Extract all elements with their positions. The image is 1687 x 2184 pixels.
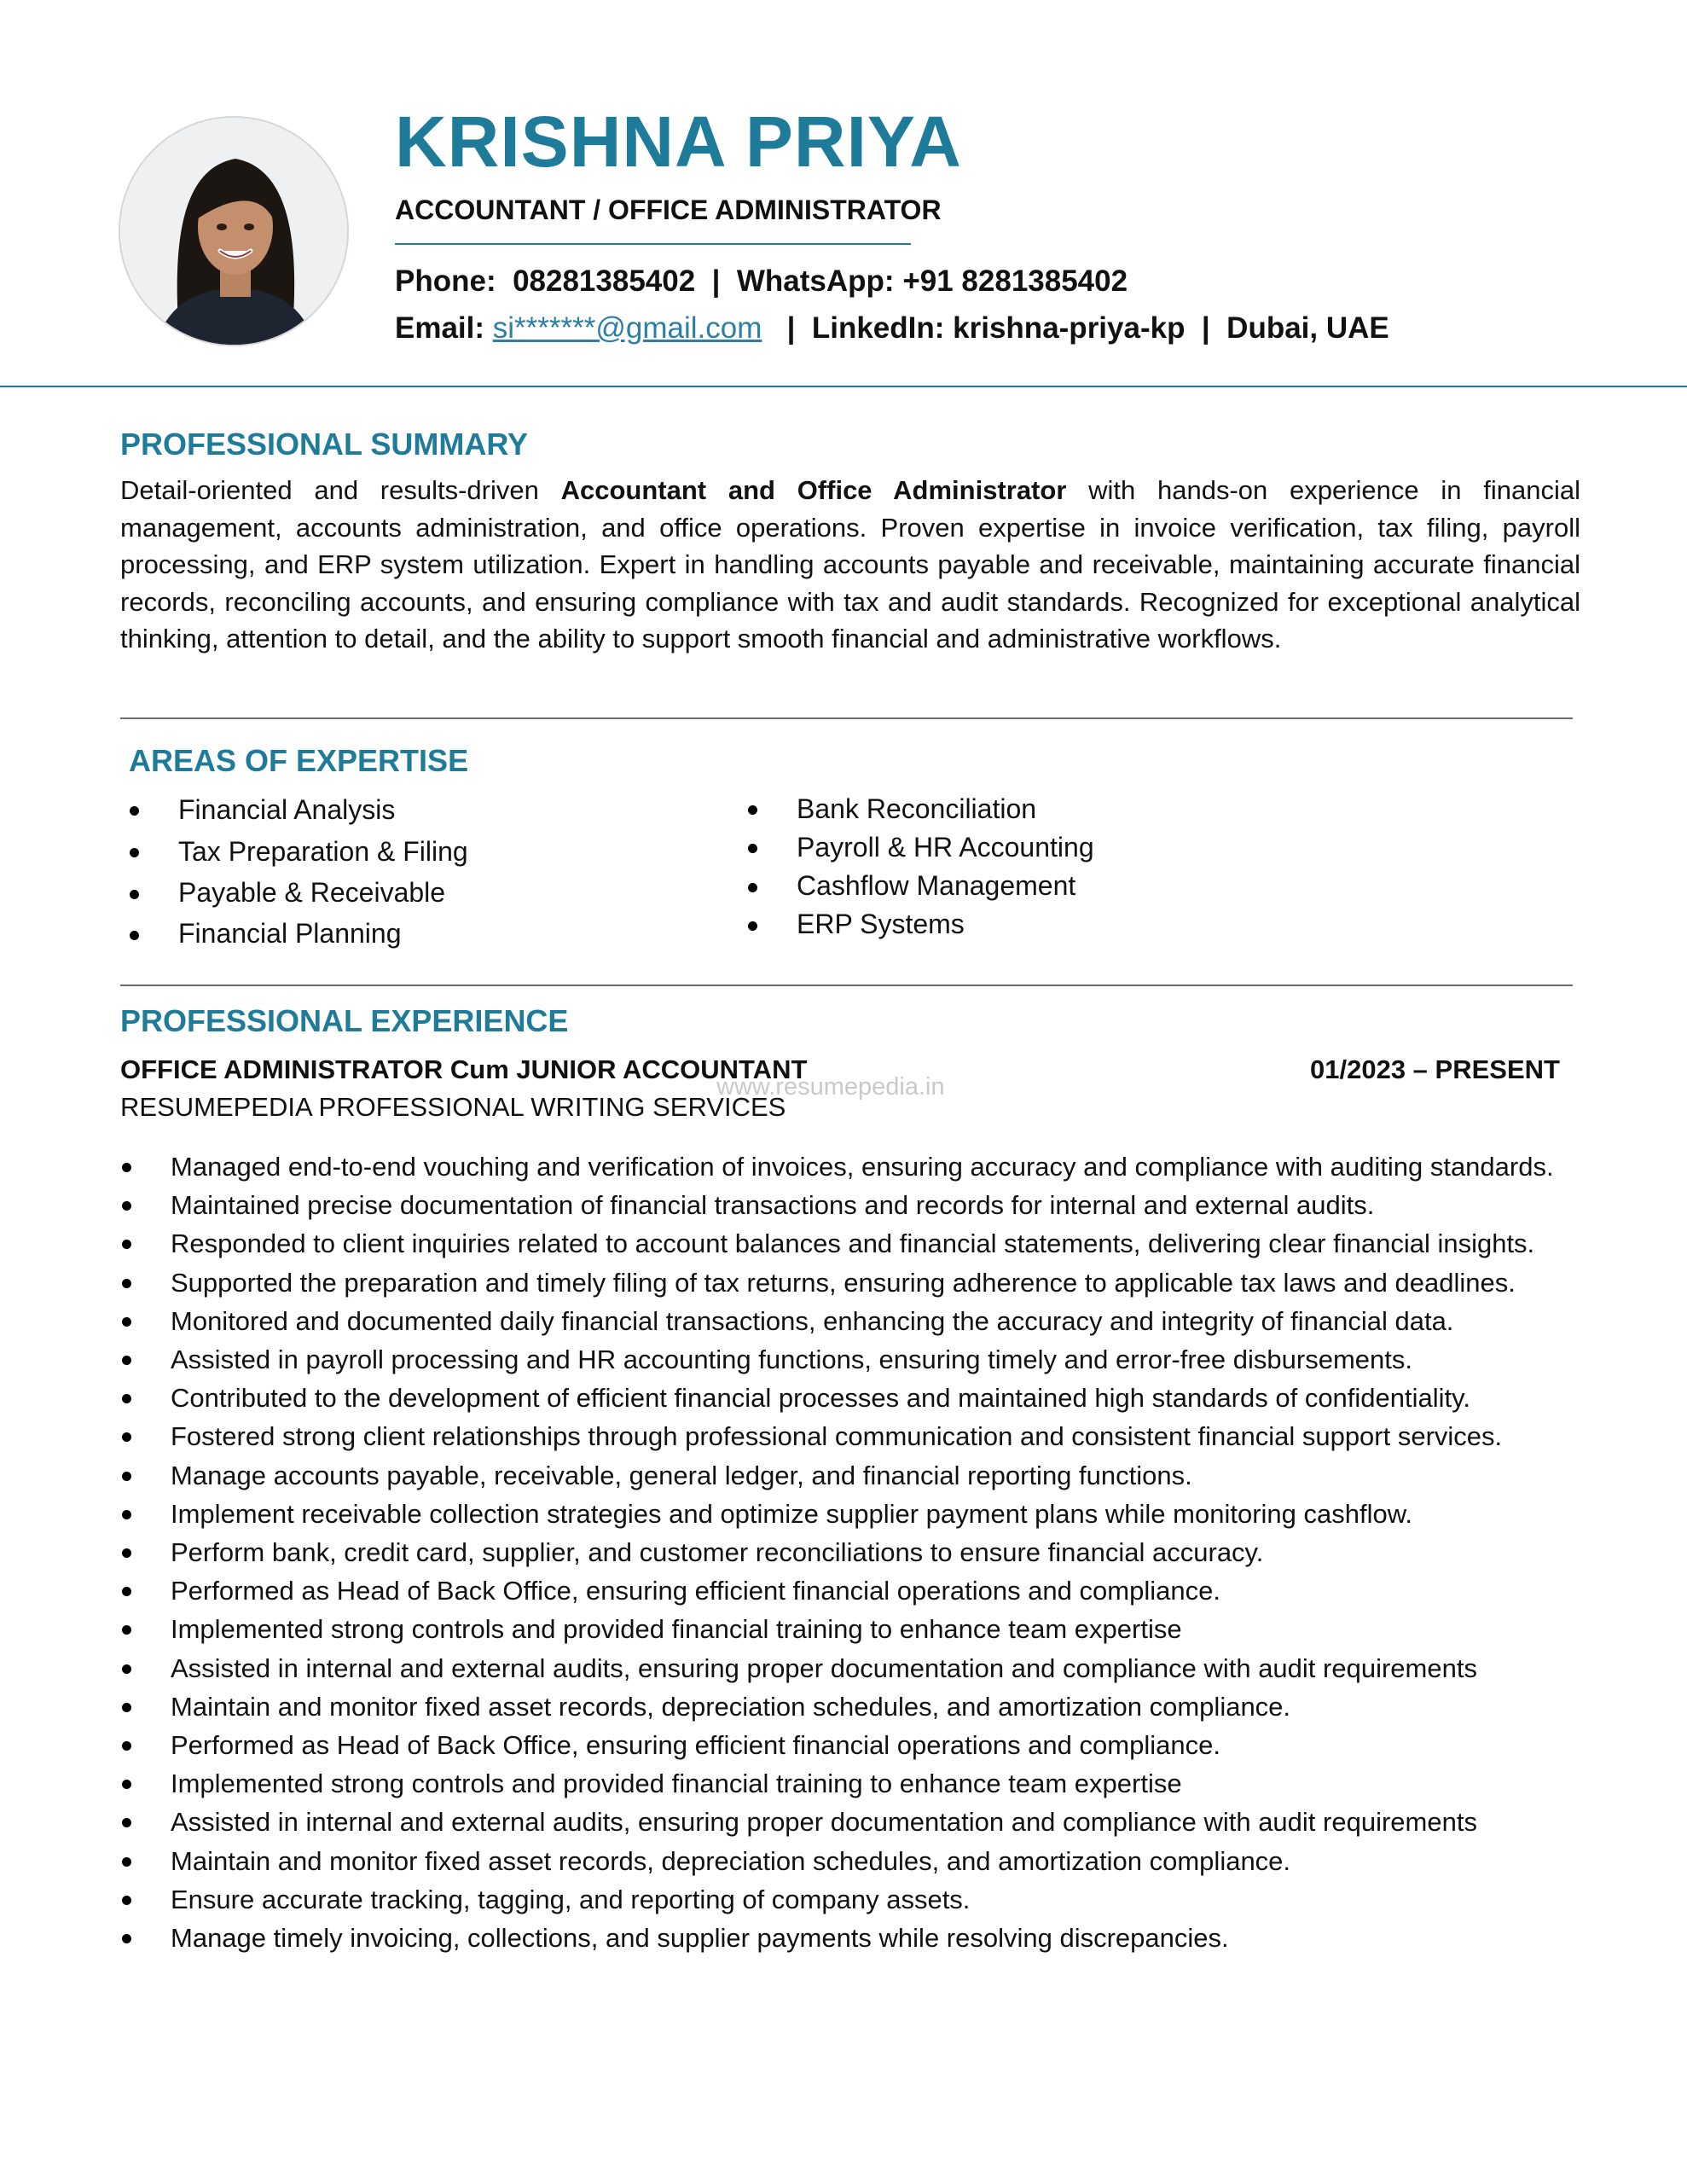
bullet-icon: [122, 1934, 131, 1943]
separator: |: [786, 311, 796, 345]
expertise-item: Financial Planning: [178, 918, 402, 949]
bullet-icon: [122, 1394, 131, 1403]
bullet-icon: [122, 1896, 131, 1905]
job-title: OFFICE ADMINISTRATOR Cum JUNIOR ACCOUNTANT: [120, 1054, 808, 1084]
candidate-name: KRISHNA PRIYA: [395, 102, 962, 182]
expertise-item: Tax Preparation & Filing: [178, 836, 468, 867]
candidate-role: ACCOUNTANT / OFFICE ADMINISTRATOR: [395, 195, 942, 225]
experience-bullet-text: Assisted in internal and external audits, ensuring proper documentation and compliance with audit requirements: [171, 1653, 1477, 1683]
summary-text: [120, 472, 1580, 658]
bullet-icon: [130, 890, 139, 899]
experience-bullet: [120, 1610, 1587, 1648]
bullet-icon: [122, 1780, 131, 1789]
expertise-item: Payable & Receivable: [178, 877, 446, 908]
experience-bullet: [120, 1649, 1587, 1687]
company-name: RESUMEPEDIA PROFESSIONAL WRITING SERVICES: [120, 1092, 786, 1122]
experience-bullet: [120, 1186, 1587, 1224]
profile-photo-illustration: [120, 118, 349, 346]
linkedin-label: LinkedIn:: [811, 311, 945, 345]
experience-bullet-text: Responded to client inquiries related to account balances and financial statements, delivering clear financial insights.: [171, 1228, 1535, 1259]
experience-bullet: [120, 1302, 1587, 1340]
experience-bullet: [120, 1803, 1587, 1841]
bullet-icon: [122, 1201, 131, 1211]
phone-value: 08281385402: [513, 264, 696, 298]
job-dates: 01/2023 – PRESENT: [1310, 1054, 1560, 1084]
bullet-icon: [122, 1548, 131, 1558]
email-link[interactable]: si*******@gmail.com: [492, 311, 762, 345]
expertise-item: Cashflow Management: [797, 870, 1076, 901]
bullet-icon: [748, 883, 757, 892]
summary-text-intro: Detail-oriented and results-driven: [120, 475, 561, 505]
experience-bullet: [120, 1533, 1587, 1571]
experience-bullet: [120, 1919, 1587, 1957]
experience-heading: PROFESSIONAL EXPERIENCE: [120, 1003, 569, 1038]
role-divider: [395, 243, 911, 245]
bullet-icon: [122, 1432, 131, 1442]
experience-bullet: [120, 1842, 1587, 1880]
bullet-icon: [748, 805, 757, 815]
section-divider: [120, 985, 1573, 986]
bullet-icon: [122, 1317, 131, 1327]
experience-bullet-text: Maintain and monitor fixed asset records, depreciation schedules, and amortization compliance.: [171, 1691, 1291, 1722]
experience-bullet: [120, 1263, 1587, 1302]
bullet-icon: [122, 1240, 131, 1249]
bullet-icon: [122, 1587, 131, 1596]
experience-bullet-text: Supported the preparation and timely filing of tax returns, ensuring adherence to applicable tax laws and deadlines.: [171, 1267, 1516, 1298]
experience-bullet: [120, 1726, 1587, 1764]
bullet-icon: [122, 1163, 131, 1172]
experience-bullet-text: Performed as Head of Back Office, ensuring efficient financial operations and compliance.: [171, 1576, 1220, 1606]
watermark: www.resumepedia.in: [716, 1073, 945, 1101]
experience-bullet: [120, 1340, 1587, 1379]
experience-bullet-text: Fostered strong client relationships through professional communication and consistent financial support services.: [171, 1421, 1503, 1452]
separator: |: [1201, 311, 1210, 345]
profile-photo: [119, 116, 349, 346]
experience-bullet-text: Manage timely invoicing, collections, and supplier payments while resolving discrepancies.: [171, 1923, 1229, 1954]
expertise-item: Payroll & HR Accounting: [797, 832, 1094, 863]
summary-text-bold: Accountant and Office Administrator: [560, 475, 1067, 505]
bullet-icon: [748, 921, 757, 931]
experience-bullet-text: Manage accounts payable, receivable, general ledger, and financial reporting functions.: [171, 1460, 1192, 1490]
experience-bullet-text: Managed end-to-end vouching and verification of invoices, ensuring accuracy and compliance with auditing standards.: [171, 1152, 1554, 1182]
bullet-icon: [748, 844, 757, 853]
experience-bullet-text: Implement receivable collection strategies and optimize supplier payment plans while monitoring cashflow.: [171, 1498, 1413, 1529]
experience-bullet-text: Performed as Head of Back Office, ensuring efficient financial operations and compliance.: [171, 1730, 1220, 1761]
experience-bullet-text: Monitored and documented daily financial transactions, enhancing the accuracy and integrity of financial data.: [171, 1305, 1454, 1336]
experience-bullet-text: Assisted in internal and external audits, ensuring proper documentation and compliance with audit requirements: [171, 1807, 1477, 1838]
bullet-icon: [130, 806, 139, 816]
phone-label: Phone:: [395, 264, 496, 298]
experience-bullet-text: Implemented strong controls and provided financial training to enhance team expertise: [171, 1614, 1182, 1645]
summary-text-body: with hands-on experience in financial management, accounts administration, and office operations. Proven expertise in invoice verification, tax filing, payroll processing, and ERP system utilization. Expert in handling accounts payable and receivable, maintaining accurate financial records, reconciling accounts, and ensuring compliance with tax and audit standards. Recognized for exceptional analytical thinking, attention to detail, and the ability to support smooth financial and administrative workflows.: [120, 475, 1580, 654]
expertise-item: Financial Analysis: [178, 794, 396, 825]
bullet-icon: [130, 848, 139, 857]
experience-bullet: [120, 1687, 1587, 1726]
experience-bullet: [120, 1571, 1587, 1610]
experience-bullet: [120, 1495, 1587, 1533]
bullet-icon: [122, 1857, 131, 1867]
bullet-icon: [122, 1741, 131, 1751]
whatsapp-value: +91 8281385402: [902, 264, 1128, 298]
experience-bullet-text: Maintain and monitor fixed asset records, depreciation schedules, and amortization compliance.: [171, 1845, 1291, 1876]
expertise-item: Bank Reconciliation: [797, 793, 1037, 824]
bullet-icon: [122, 1279, 131, 1288]
bullet-icon: [122, 1472, 131, 1481]
experience-bullet-text: Implemented strong controls and provided financial training to enhance team expertise: [171, 1769, 1182, 1799]
location-value: Dubai, UAE: [1226, 311, 1389, 345]
contact-line-email: [395, 311, 1389, 346]
contact-line-phone: [395, 264, 1128, 299]
experience-bullet: [120, 1764, 1587, 1803]
experience-bullet-text: Perform bank, credit card, supplier, and customer reconciliations to ensure financial accuracy.: [171, 1537, 1264, 1568]
bullet-icon: [122, 1703, 131, 1712]
experience-bullet: [120, 1417, 1587, 1455]
summary-heading: PROFESSIONAL SUMMARY: [120, 427, 529, 462]
experience-bullet-text: Contributed to the development of efficient financial processes and maintained high standards of confidentiality.: [171, 1383, 1470, 1414]
section-divider: [120, 717, 1573, 719]
experience-bullet-text: Assisted in payroll processing and HR accounting functions, ensuring timely and error-free disbursements.: [171, 1345, 1412, 1375]
bullet-icon: [122, 1625, 131, 1635]
experience-bullet: [120, 1880, 1587, 1919]
experience-bullet-text: Ensure accurate tracking, tagging, and reporting of company assets.: [171, 1884, 971, 1914]
header-divider: [0, 386, 1687, 387]
experience-bullet: [120, 1224, 1587, 1263]
bullet-icon: [122, 1356, 131, 1365]
experience-bullet-list: [120, 1147, 1587, 1957]
linkedin-value: krishna-priya-kp: [953, 311, 1186, 345]
experience-bullet: [120, 1379, 1587, 1417]
expertise-item: ERP Systems: [797, 909, 965, 939]
bullet-icon: [122, 1510, 131, 1519]
bullet-icon: [122, 1664, 131, 1674]
experience-bullet-text: Maintained precise documentation of financial transactions and records for internal and external audits.: [171, 1190, 1375, 1221]
separator: |: [711, 264, 721, 298]
experience-bullet: [120, 1147, 1587, 1186]
experience-bullet: [120, 1456, 1587, 1495]
whatsapp-label: WhatsApp:: [736, 264, 895, 298]
expertise-heading: AREAS OF EXPERTISE: [129, 743, 469, 778]
bullet-icon: [130, 931, 139, 940]
bullet-icon: [122, 1818, 131, 1827]
email-label: Email:: [395, 311, 485, 345]
